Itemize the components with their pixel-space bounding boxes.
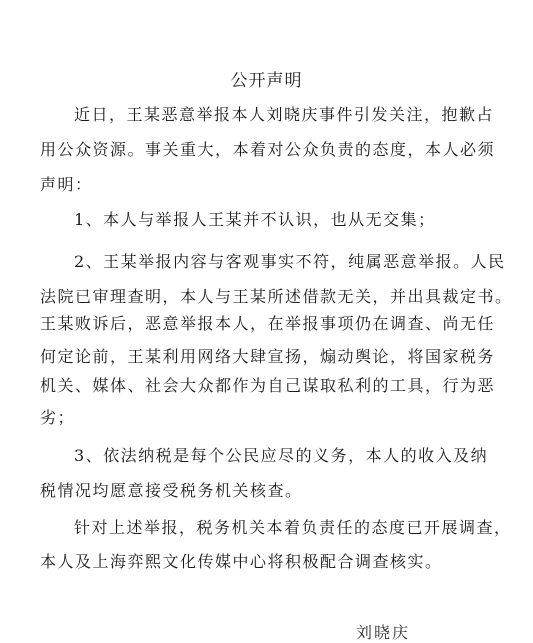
- paragraph-line: 近日，王某恶意举报本人刘晓庆事件引发关注，抱歉占: [74, 105, 495, 124]
- document-title: 公开声明: [230, 71, 303, 91]
- paragraph-line: 何定论前，王某利用网络大肆宣扬，煽动舆论，将国家税务: [40, 347, 496, 366]
- paragraph-line: 劣；: [40, 408, 76, 427]
- paragraph-line: 机关、媒体、社会大众都作为自己谋取私利的工具，行为恶: [40, 376, 496, 395]
- paragraph-line: 税情况均愿意接受税务机关核查。: [40, 481, 303, 500]
- paragraph-line: 2、王某举报内容与客观事实不符，纯属恶意举报。人民: [74, 252, 506, 271]
- signature: 刘晓庆: [356, 623, 411, 642]
- paragraph-line: 王某败诉后，恶意举报本人，在举报事项仍在调查、尚无任: [40, 314, 496, 333]
- paragraph-line: 声明：: [40, 175, 93, 194]
- paragraph-line: 针对上述举报，税务机关本着负责任的态度已开展调查，: [74, 518, 512, 537]
- paragraph-line: 3、依法纳税是每个公民应尽的义务，本人的收入及纳: [74, 446, 489, 465]
- paragraph-line: 用公众资源。事关重大，本着对公众负责的态度，本人必须: [40, 140, 496, 159]
- paragraph-line: 法院已审理查明，本人与王某所述借款无关，并出具裁定书。: [40, 287, 513, 306]
- paragraph-line: 1、本人与举报人王某并不认识，也从无交集；: [74, 210, 436, 229]
- paragraph-line: 本人及上海弈熙文化传媒中心将积极配合调查核实。: [40, 552, 443, 571]
